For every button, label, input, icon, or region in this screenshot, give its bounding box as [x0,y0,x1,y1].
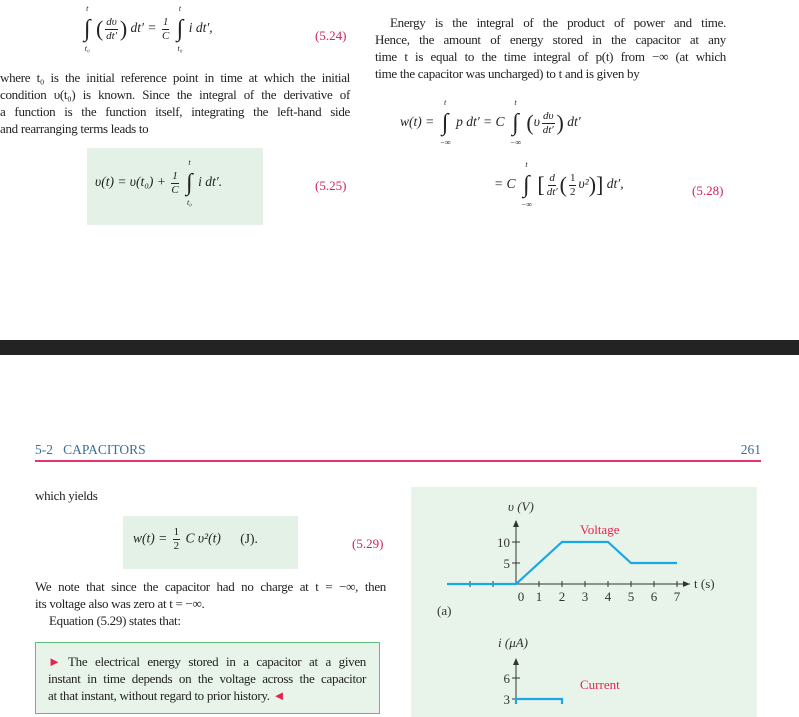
numerator: 1 [162,15,169,28]
y-tick-label: 6 [503,671,510,686]
upper-limit: t [514,98,517,107]
denominator: 2 [173,540,180,552]
y-tick-label: 10 [497,535,510,550]
eq-text: υ² [578,176,589,192]
series-label: Voltage [580,522,620,537]
eq-text: w(t) = [400,114,435,130]
eq-text: υ(t) = υ(t₀) + [95,174,166,190]
eq-text: dt′, [606,176,624,192]
y-tick-label: 5 [503,556,510,571]
upper-limit: t [188,158,191,167]
x-axis-label: t (s) [694,576,715,591]
lower-limit: −∞ [439,138,451,147]
key-text: The electrical energy stored in a capacitor at a given [68,654,366,669]
eq-text: dt′ [567,114,581,130]
equation-5-28-row1: w(t) = t ∫ −∞ p dt′ = C t ∫ −∞ (υ $\frac{d\upsilon}{dt'}$ ) dt′ [400,98,581,147]
series-label: Current [580,677,620,692]
panel-label: (a) [437,603,452,618]
numerator: 1 [172,169,178,182]
numerator: dυ [542,109,554,122]
denominator: C [161,29,170,42]
key-text: at that instant, without regard to prior history. [48,688,270,703]
equation-number: (5.24) [315,28,347,43]
upper-limit: t [86,4,89,13]
paragraph-line: a function is the function itself, integrating the left-hand side [0,104,350,119]
current-line [516,699,562,704]
integral-sign: t ∫ −∞ [439,98,451,147]
equation-number: (5.25) [315,178,347,193]
paragraph-line: time t is equal to the time integral of p(t) from −∞ (at which [375,49,726,64]
numerator: dυ [106,15,117,28]
x-tick-label: 5 [627,589,635,604]
x-tick-label: 4 [604,589,612,604]
numerator: 1 [569,171,576,184]
integral-sign: t ∫ −∞ [520,160,532,209]
x-tick-label: 7 [673,589,681,604]
numerator: d [549,171,555,184]
x-tick-label: 1 [535,589,543,604]
y-axis-arrow-icon [513,658,519,665]
voltage-line [447,542,677,584]
section-title: CAPACITORS [63,442,146,457]
page-number: 261 [740,442,761,457]
eq-text: C υ²(t) [185,530,221,546]
paragraph-line: where t₀ is the initial reference point in time at which the initial [0,70,350,85]
key-line: instant in time depends on the voltage across the capacitor [48,671,366,686]
paragraph-line: condition υ(t₀) is known. Since the integral of the derivative of [0,87,350,102]
paragraph-line: and rearranging terms leads to [0,121,149,136]
x-tick-label: 0 [517,589,525,604]
eq-text: i dt′, [188,20,213,36]
numerator: 1 [173,526,180,538]
paragraph-line: its voltage also was zero at t = −∞. [35,596,205,611]
triangle-right-icon: ► [48,654,61,669]
integral-sign: t ∫ t₀ [186,158,193,207]
y-tick-label: 3 [503,692,510,704]
equation-number: (5.29) [352,536,384,551]
upper-limit: t [444,98,447,107]
upper-limit: t [525,160,528,169]
eq-text: = C [494,176,516,192]
denominator: dt′ [542,123,554,136]
paragraph-line: Equation (5.29) states that: [49,613,181,628]
eq-text: i dt′. [198,174,223,190]
x-tick-label: 2 [558,589,566,604]
integral-sign: t ∫ t₀ [176,4,184,53]
lower-limit: t₀ [177,44,183,53]
lower-limit: t₀ [84,44,90,53]
x-tick-label: 3 [581,589,589,604]
y-axis-label: υ (V) [508,499,534,514]
section-number: 5-2 [35,442,53,457]
equation-5-24: t ∫ t₀ ( $\frac{d\upsilon}{dt'}$ ) dt′ = $\frac{1}{C}$ t ∫ t₀ i dt′, [84,4,213,53]
eq-text: p dt′ = C [456,114,505,130]
denominator: C [171,183,179,196]
denominator: dt′ [546,185,558,198]
upper-limit: t [178,4,182,13]
x-axis-arrow-icon [683,581,690,587]
y-axis-arrow-icon [513,520,519,527]
lower-limit: −∞ [509,138,522,147]
paragraph-line: Energy is the integral of the product of power and time. [390,15,726,30]
eq-text: υ [533,114,540,130]
equation-number: (5.28) [692,183,724,198]
paragraph-line: time the capacitor was uncharged) to t and is given by [375,66,640,81]
triangle-left-icon: ◄ [272,688,286,703]
denominator: 2 [569,185,576,198]
integral-sign: t ∫ t₀ [84,4,91,53]
equation-5-28-row2: = C t ∫ −∞ [ $\frac{d}{dt'}$ ( $\frac{1}{2}$ υ²)] dt′, [494,160,624,209]
y-axis-label: i (μA) [498,635,528,650]
x-tick-label: 6 [650,589,658,604]
lower-limit: −∞ [520,200,532,209]
eq-text: dt′ = [130,20,157,36]
integral-sign: t ∫ −∞ [509,98,522,147]
denominator: dt′ [106,29,118,42]
unit: (J). [240,530,258,546]
intro-text: which yields [35,488,98,503]
lower-limit: t₀ [186,198,192,207]
paragraph-line: We note that since the capacitor had no charge at t = −∞, then [35,579,386,594]
paragraph-line: Hence, the amount of energy stored in the capacitor at any [375,32,726,47]
eq-text: w(t) = [133,530,168,546]
